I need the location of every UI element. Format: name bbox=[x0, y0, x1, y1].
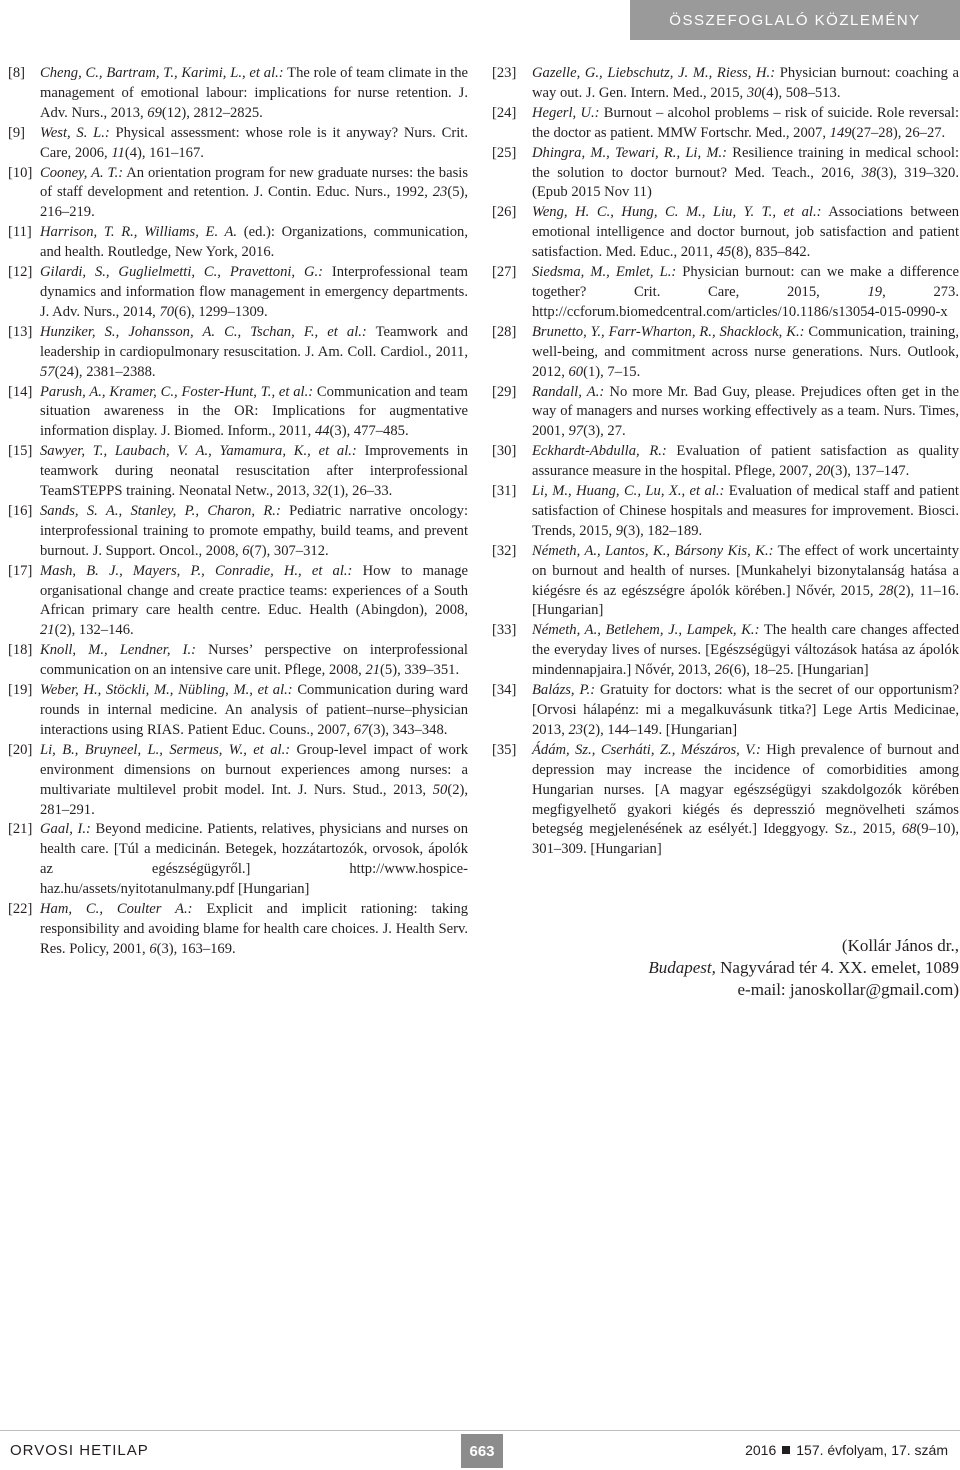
reference-pages: (6), 18–25. [Hungarian] bbox=[729, 662, 869, 679]
reference-item bbox=[492, 104, 959, 144]
reference-item bbox=[8, 562, 468, 642]
reference-number: [26] bbox=[492, 204, 517, 221]
reference-pages: (3), 477–485. bbox=[329, 423, 409, 440]
reference-number: [11] bbox=[8, 224, 32, 241]
reference-item bbox=[8, 442, 468, 502]
reference-text: An orientation program for new graduate nurses: the basis of staff development and retention. J. Contin. Educ. Nurs., 1992, bbox=[40, 164, 468, 201]
reference-text: Communication and team situation awareness in the OR: Implications for augmentative information display. J. Biomed. Inform., 2011, bbox=[40, 383, 469, 440]
reference-volume: 57 bbox=[40, 363, 55, 380]
reference-volume: 9 bbox=[615, 522, 624, 539]
reference-text: Evaluation of medical staff and patient satisfaction of Chinese hospitals and measures for improvement. Biosci. Trends, 2015, bbox=[532, 483, 959, 539]
reference-pages: (2), 11–16. [Hungarian] bbox=[532, 582, 960, 619]
reference-text: Nurses’ perspective on interprofessional communication on an intensive care unit. Pflege, 2008, bbox=[40, 642, 468, 679]
journal-name: ORVOSI HETILAP bbox=[10, 1442, 149, 1459]
reference-text: The effect of work uncertainty on burnout and health of nurses. [Munkahelyi bizonytalanság hatása a kiégésre és az egészségre ápolók körében.] Nővér, 2015, bbox=[532, 542, 959, 599]
reference-item bbox=[8, 323, 468, 383]
reference-pages: (7), 307–312. bbox=[249, 542, 329, 559]
reference-number: [28] bbox=[492, 323, 517, 340]
reference-pages: , 273. http://ccforum.biomedcentral.com/articles/10.1186/s13054-015-0990-x bbox=[532, 283, 959, 320]
reference-text: Communication, training, well-being, and commitment across nurse generations. Nurs. Outlook, 2012, bbox=[532, 323, 959, 380]
reference-item bbox=[8, 820, 468, 900]
reference-text: Gratuity for doctors: what is the secret of our opportunism? [Orvosi hálapénz: mi a megalkuvásunk titka?] Lege Artis Medicinae, 2013, bbox=[532, 682, 959, 738]
reference-item bbox=[492, 542, 959, 622]
reference-authors: Harrison, T. R., Williams, E. A. bbox=[40, 224, 238, 241]
email-line: e-mail: janoskollar@gmail.com) bbox=[737, 980, 959, 999]
reference-authors: Mash, B. J., Mayers, P., Conradie, H., et al.: bbox=[40, 562, 353, 579]
author-name-line: (Kollár János dr., bbox=[841, 936, 959, 955]
reference-volume: 60 bbox=[568, 363, 584, 380]
reference-pages: (2), 144–149. [Hungarian] bbox=[583, 721, 738, 738]
reference-pages: (2), 132–146. bbox=[54, 622, 134, 639]
address-street: Nagyvárad tér 4. XX. emelet, 1089 bbox=[715, 958, 959, 977]
reference-authors: Németh, A., Lantos, K., Bársony Kis, K.: bbox=[532, 542, 774, 559]
reference-number: [34] bbox=[492, 682, 517, 699]
reference-number: [22] bbox=[8, 901, 33, 918]
reference-number: [16] bbox=[8, 502, 33, 519]
footer-divider bbox=[0, 1430, 960, 1431]
reference-authors: West, S. L.: bbox=[40, 124, 110, 141]
reference-volume: 19 bbox=[867, 283, 883, 300]
reference-authors: Hunziker, S., Johansson, A. C., Tschan, F., et al.: bbox=[40, 323, 367, 340]
reference-volume: 32 bbox=[313, 483, 328, 500]
reference-volume: 149 bbox=[829, 124, 852, 141]
reference-volume: 11 bbox=[111, 144, 125, 161]
reference-text: No more Mr. Bad Guy, please. Prejudices often get in the way of managers and nurses working effectively as a team. Nurs. Times, 2001, bbox=[532, 383, 960, 440]
page-footer bbox=[0, 1430, 960, 1470]
reference-authors: Sawyer, T., Laubach, V. A., Yamamura, K., et al.: bbox=[40, 443, 357, 460]
reference-authors: Gaal, I.: bbox=[40, 821, 91, 838]
reference-item bbox=[8, 383, 468, 443]
reference-authors: Németh, A., Betlehem, J., Lampek, K.: bbox=[532, 622, 760, 639]
reference-item bbox=[8, 502, 468, 562]
reference-text: Explicit and implicit rationing: taking responsibility and avoiding blame for health care choices. J. Health Serv. Res. Policy, 2001, bbox=[40, 901, 468, 957]
reference-authors: Sands, S. A., Stanley, P., Charon, R.: bbox=[40, 502, 281, 519]
address-line bbox=[560, 957, 959, 979]
reference-text: Evaluation of patient satisfaction as quality assurance measure in the hospital. Pflege, 2007, bbox=[532, 443, 959, 480]
reference-text: Beyond medicine. Patients, relatives, physicians and nurses on health care. [Túl a medicinán. Betegek, hozzátartozók, orvosok, ápolók az egészségügyről.] http://www.hospice-haz.hu/assets/nyitotanulmany.pdf [Hungarian] bbox=[40, 821, 468, 898]
reference-pages: (5), 339–351. bbox=[380, 662, 460, 679]
reference-item bbox=[8, 741, 468, 821]
address-city: Budapest, bbox=[648, 958, 716, 977]
reference-pages: (3), 163–169. bbox=[156, 940, 236, 957]
reference-text: Teamwork and leadership in cardiopulmonary resuscitation. J. Am. Coll. Cardiol., 2011, bbox=[40, 323, 468, 360]
reference-number: [31] bbox=[492, 483, 517, 500]
reference-volume: 26 bbox=[714, 662, 730, 679]
reference-pages: (3), 27. bbox=[583, 423, 626, 440]
reference-pages: (3), 182–189. bbox=[623, 522, 703, 539]
reference-volume: 30 bbox=[746, 84, 762, 101]
page-header bbox=[0, 0, 960, 40]
reference-item bbox=[8, 164, 468, 224]
reference-item bbox=[8, 124, 468, 164]
reference-number: [10] bbox=[8, 164, 33, 181]
reference-item bbox=[492, 323, 959, 383]
reference-number: [18] bbox=[8, 642, 33, 659]
reference-volume: 67 bbox=[353, 721, 369, 738]
reference-number: [21] bbox=[8, 821, 33, 838]
reference-item bbox=[8, 263, 468, 323]
reference-item bbox=[492, 621, 959, 681]
reference-item bbox=[492, 383, 959, 443]
reference-item bbox=[8, 64, 468, 124]
reference-text: Resilience training in medical school: the solution to doctor burnout? Med. Teach., 2016, bbox=[532, 144, 959, 181]
reference-volume: 23 bbox=[568, 721, 584, 738]
reference-text: Group-level impact of work environment dimensions on burnout experiences among nurses: a multivariate multilevel probit model. Int. J. Nurs. Stud., 2013, bbox=[40, 741, 468, 798]
issue-volume: 157. évfolyam, 17. szám bbox=[796, 1442, 948, 1458]
reference-volume: 69 bbox=[147, 104, 162, 121]
reference-authors: Knoll, M., Lendner, I.: bbox=[40, 642, 196, 659]
reference-text: Physical assessment: whose role is it anyway? Nurs. Crit. Care, 2006, bbox=[40, 124, 468, 161]
reference-authors: Balázs, P.: bbox=[532, 682, 596, 699]
reference-text: The role of team climate in the management of emotional labour: implications for nurse retention. J. Adv. Nurs., 2013, bbox=[40, 65, 468, 121]
reference-pages: (2), 281–291. bbox=[40, 781, 468, 818]
reference-authors: Gilardi, S., Guglielmetti, C., Pravettoni, G.: bbox=[40, 264, 323, 281]
reference-number: [25] bbox=[492, 144, 517, 161]
reference-text: Interprofessional team dynamics and information flow management in emergency departments. J. Adv. Nurs., 2014, bbox=[40, 264, 468, 320]
reference-volume: 23 bbox=[432, 184, 448, 201]
reference-text: Physician burnout: can we make a difference together? Crit. Care, 2015, bbox=[532, 264, 959, 300]
section-title: ÖSSZEFOGLALÓ KÖZLEMÉNY bbox=[630, 0, 960, 40]
reference-number: [27] bbox=[492, 264, 517, 281]
reference-volume: 68 bbox=[901, 821, 917, 838]
reference-pages: (12), 2812–2825. bbox=[161, 104, 263, 121]
reference-text: (ed.): Organizations, communication, and health. Routledge, New York, 2016. bbox=[40, 224, 468, 261]
reference-text: Communication during ward rounds in internal medicine. An analysis of patient–nurse–physician interactions using RIAS. Patient Educ. Couns., 2007, bbox=[40, 682, 468, 738]
reference-number: [13] bbox=[8, 323, 33, 340]
reference-volume: 70 bbox=[159, 303, 175, 320]
reference-pages: (3), 343–348. bbox=[368, 721, 448, 738]
reference-authors: Li, B., Bruyneel, L., Sermeus, W., et al.: bbox=[40, 741, 291, 758]
reference-authors: Weng, H. C., Hung, C. M., Liu, Y. T., et al.: bbox=[532, 204, 822, 221]
author-address bbox=[560, 935, 959, 1001]
reference-number: [29] bbox=[492, 383, 517, 400]
reference-item bbox=[8, 900, 468, 960]
reference-number: [8] bbox=[8, 65, 26, 81]
references-left-column bbox=[8, 64, 468, 960]
reference-text: Improvements in teamwork during neonatal resuscitation after interprofessional TeamSTEPPS training. Neonatal Netw., 2013, bbox=[40, 443, 469, 500]
reference-authors: Hegerl, U.: bbox=[532, 104, 600, 121]
page-number: 663 bbox=[461, 1434, 503, 1468]
reference-pages: (9–10), 301–309. [Hungarian] bbox=[532, 821, 959, 858]
reference-authors: Dhingra, M., Tewari, R., Li, M.: bbox=[532, 144, 728, 161]
reference-item bbox=[492, 263, 959, 323]
reference-number: [14] bbox=[8, 383, 33, 400]
issue-info bbox=[745, 1442, 948, 1458]
reference-number: [24] bbox=[492, 104, 517, 121]
reference-volume: 97 bbox=[568, 423, 584, 440]
reference-number: [9] bbox=[8, 124, 26, 141]
reference-pages: (27–28), 26–27. bbox=[851, 124, 946, 141]
reference-number: [30] bbox=[492, 443, 517, 460]
reference-number: [15] bbox=[8, 443, 33, 460]
reference-text: How to manage organisational change and create practice teams: experiences of a South African primary care health centre. Educ. Health (Abingdon), 2008, bbox=[40, 562, 468, 619]
reference-number: [35] bbox=[492, 741, 517, 758]
reference-text: The health care changes affected the everyday lives of nurses. [Egészségügyi változások hatása az ápolók mindennapjaira.] Nővér, 2013, bbox=[532, 622, 960, 679]
reference-number: [23] bbox=[492, 65, 517, 81]
reference-text: Associations between emotional intelligence and doctor burnout, job satisfaction and patient satisfaction. Med. Educ., 2011, bbox=[532, 204, 959, 261]
reference-text: Physician burnout: coaching a way out. J. Gen. Intern. Med., 2015, bbox=[532, 65, 959, 101]
reference-volume: 21 bbox=[365, 662, 381, 679]
reference-item bbox=[492, 64, 959, 104]
reference-item bbox=[8, 223, 468, 263]
reference-item bbox=[492, 144, 959, 204]
references-right-column bbox=[492, 64, 959, 860]
reference-item bbox=[492, 681, 959, 741]
reference-number: [32] bbox=[492, 542, 517, 559]
reference-pages: (1), 7–15. bbox=[583, 363, 641, 380]
reference-pages: (3), 319–320. (Epub 2015 Nov 11) bbox=[532, 164, 959, 201]
reference-volume: 20 bbox=[815, 463, 831, 480]
reference-authors: Eckhardt-Abdulla, R.: bbox=[532, 443, 667, 460]
reference-item bbox=[492, 203, 959, 263]
reference-pages: (3), 137–147. bbox=[830, 463, 910, 480]
reference-pages: (4), 508–513. bbox=[761, 84, 841, 101]
reference-volume: 21 bbox=[40, 622, 55, 639]
reference-authors: Randall, A.: bbox=[532, 383, 605, 400]
reference-authors: Cooney, A. T.: bbox=[40, 164, 124, 181]
reference-pages: (6), 1299–1309. bbox=[174, 303, 268, 320]
reference-authors: Cheng, C., Bartram, T., Karimi, L., et al.: bbox=[40, 65, 284, 81]
reference-pages: (4), 161–167. bbox=[124, 144, 204, 161]
reference-number: [17] bbox=[8, 562, 33, 579]
reference-volume: 45 bbox=[716, 244, 732, 261]
reference-pages: (1), 26–33. bbox=[327, 483, 393, 500]
reference-number: [19] bbox=[8, 682, 33, 699]
reference-authors: Ádám, Sz., Cserháti, Z., Mészáros, V.: bbox=[532, 741, 761, 758]
reference-volume: 50 bbox=[432, 781, 448, 798]
reference-authors: Ham, C., Coulter A.: bbox=[40, 901, 193, 918]
reference-authors: Parush, A., Kramer, C., Foster-Hunt, T., et al.: bbox=[40, 383, 314, 400]
reference-volume: 6 bbox=[242, 542, 250, 559]
reference-volume: 28 bbox=[878, 582, 894, 599]
reference-authors: Weber, H., Stöckli, M., Nübling, M., et al.: bbox=[40, 682, 293, 699]
reference-number: [33] bbox=[492, 622, 517, 639]
reference-authors: Li, M., Huang, C., Lu, X., et al.: bbox=[532, 483, 725, 500]
separator-square-icon bbox=[782, 1446, 790, 1454]
reference-item bbox=[492, 482, 959, 542]
reference-text: High prevalence of burnout and depression may increase the incidence of comorbidities among Hungarian nurses. [A magyar egészségügyi szakdolgozók körében megfigyelhető gyakori kiégés és depresszió megnövelheti számos betegség megjelenésének az esélyét.] Ideggyogy. Sz., 2015, bbox=[532, 741, 959, 838]
reference-item bbox=[492, 442, 959, 482]
issue-year: 2016 bbox=[745, 1442, 777, 1458]
reference-item bbox=[8, 681, 468, 741]
reference-pages: (24), 2381–2388. bbox=[54, 363, 156, 380]
reference-authors: Brunetto, Y., Farr-Wharton, R., Shacklock, K.: bbox=[532, 323, 805, 340]
reference-authors: Gazelle, G., Liebschutz, J. M., Riess, H.: bbox=[532, 65, 776, 81]
reference-text: Burnout – alcohol problems – risk of suicide. Role reversal: the doctor as patient. MMW Fortschr. Med., 2007, bbox=[532, 104, 959, 141]
reference-item bbox=[8, 641, 468, 681]
reference-authors: Siedsma, M., Emlet, L.: bbox=[532, 264, 677, 281]
reference-text: Pediatric narrative oncology: interprofessional training to promote empathy, build teams, and prevent burnout. J. Support. Oncol., 2008, bbox=[40, 502, 468, 559]
reference-pages: (8), 835–842. bbox=[731, 244, 811, 261]
reference-volume: 38 bbox=[861, 164, 877, 181]
reference-number: [20] bbox=[8, 741, 33, 758]
reference-pages: (5), 216–219. bbox=[40, 184, 468, 221]
reference-item bbox=[492, 741, 959, 860]
reference-number: [12] bbox=[8, 264, 33, 281]
reference-volume: 6 bbox=[149, 940, 157, 957]
reference-volume: 44 bbox=[314, 423, 330, 440]
